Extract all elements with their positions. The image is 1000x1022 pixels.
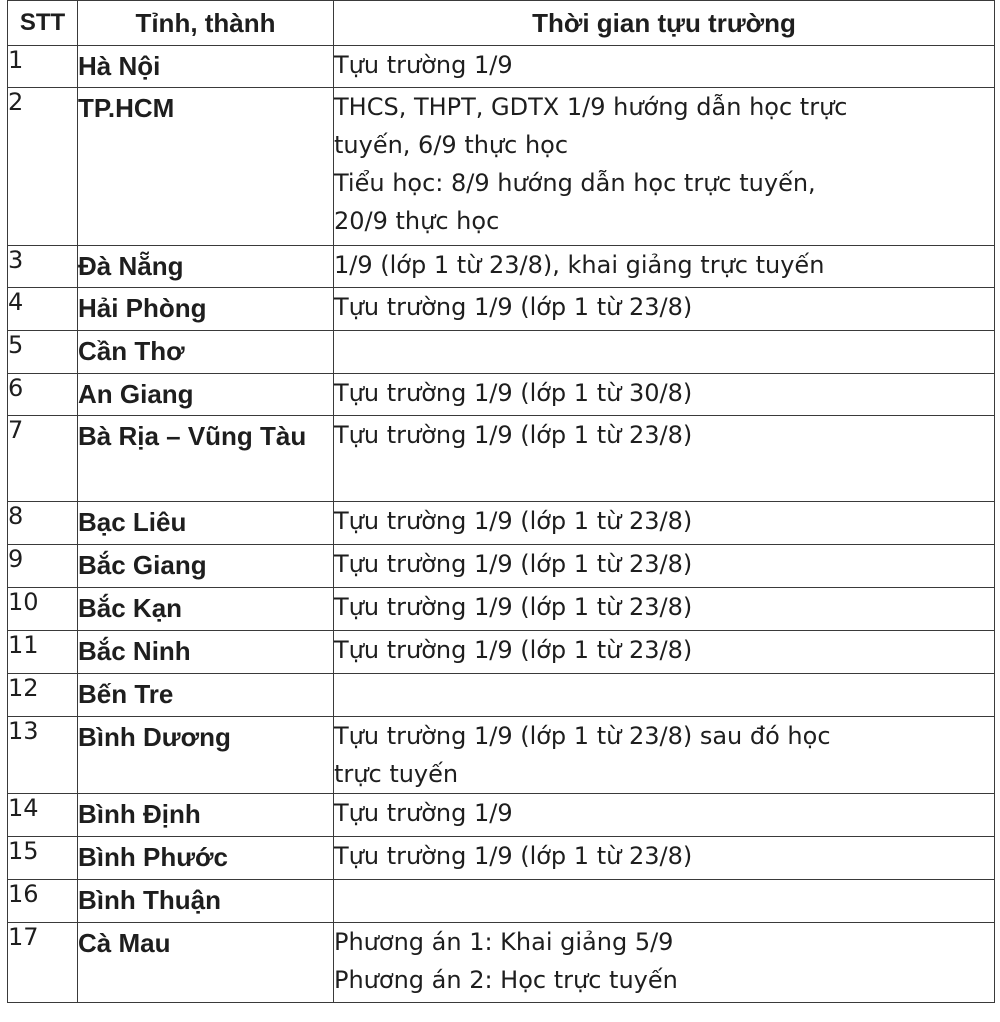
header-stt: STT [8,1,78,46]
table-row [8,631,995,674]
table-row [8,288,995,331]
row-stt: 4 [8,288,78,331]
row-time [334,416,995,502]
row-time-line: Tựu trường 1/9 (lớp 1 từ 23/8) [334,293,693,321]
row-time-line: Tựu trường 1/9 (lớp 1 từ 23/8) [334,550,693,578]
row-province: Hà Nội [78,46,334,88]
row-province: Bà Rịa – Vũng Tàu [78,416,334,502]
row-stt: 9 [8,545,78,588]
table-row [8,717,995,794]
row-time [334,374,995,416]
row-province: Bình Phước [78,837,334,880]
row-time-line: trực tuyến [334,760,459,788]
table-row [8,923,995,1003]
row-stt: 1 [8,46,78,88]
row-province: Bắc Kạn [78,588,334,631]
table-row [8,880,995,923]
row-time [334,288,995,331]
row-province: Hải Phòng [78,288,334,331]
row-time-line: Tựu trường 1/9 (lớp 1 từ 30/8) [334,379,693,407]
row-time-line: Tựu trường 1/9 (lớp 1 từ 23/8) sau đó học [334,722,831,750]
row-province: Bến Tre [78,674,334,717]
row-stt: 8 [8,502,78,545]
row-province: Cần Thơ [78,331,334,374]
row-stt: 17 [8,923,78,1003]
row-time-line: Phương án 2: Học trực tuyến [334,966,678,994]
row-stt: 7 [8,416,78,502]
row-province: TP.HCM [78,88,334,246]
row-province: Bình Thuận [78,880,334,923]
row-time-line: Tựu trường 1/9 (lớp 1 từ 23/8) [334,636,693,664]
row-stt: 15 [8,837,78,880]
row-time-line: Tựu trường 1/9 (lớp 1 từ 23/8) [334,842,693,870]
row-province: Cà Mau [78,923,334,1003]
row-time-line: tuyến, 6/9 thực học [334,131,569,159]
row-time [334,502,995,545]
row-province: Bắc Ninh [78,631,334,674]
row-time [334,88,995,246]
table-row [8,502,995,545]
row-time [334,588,995,631]
row-province: An Giang [78,374,334,416]
header-province: Tỉnh, thành [78,1,334,46]
row-time [334,794,995,837]
row-time [334,631,995,674]
school-opening-table [7,0,995,1003]
table-row [8,246,995,288]
table-body [8,46,995,1003]
row-time [334,46,995,88]
row-stt: 3 [8,246,78,288]
row-province: Bắc Giang [78,545,334,588]
row-time-line: Tựu trường 1/9 [334,799,513,827]
row-time [334,246,995,288]
header-time: Thời gian tựu trường [334,1,995,46]
row-time-line: Phương án 1: Khai giảng 5/9 [334,928,674,956]
row-province: Bình Định [78,794,334,837]
table-row [8,545,995,588]
table-row [8,416,995,502]
row-time [334,331,995,374]
row-province: Đà Nẵng [78,246,334,288]
row-time-line: 20/9 thực học [334,207,500,235]
row-stt: 2 [8,88,78,246]
row-time-line: Tựu trường 1/9 (lớp 1 từ 23/8) [334,593,693,621]
row-time [334,923,995,1003]
row-province: Bạc Liêu [78,502,334,545]
table-row [8,837,995,880]
table-row [8,331,995,374]
row-time-line: Tựu trường 1/9 (lớp 1 từ 23/8) [334,507,693,535]
row-stt: 11 [8,631,78,674]
table-row [8,794,995,837]
row-stt: 14 [8,794,78,837]
row-time-line: 1/9 (lớp 1 từ 23/8), khai giảng trực tuyến [334,251,825,279]
row-time [334,837,995,880]
row-stt: 10 [8,588,78,631]
row-time-line: THCS, THPT, GDTX 1/9 hướng dẫn học trực [334,93,848,121]
table-row [8,588,995,631]
row-time-line: Tiểu học: 8/9 hướng dẫn học trực tuyến, [334,169,816,197]
row-time-line: Tựu trường 1/9 (lớp 1 từ 23/8) [334,421,693,449]
row-stt: 16 [8,880,78,923]
table-row [8,46,995,88]
row-time [334,674,995,717]
table-row [8,88,995,246]
row-time-line: Tựu trường 1/9 [334,51,513,79]
row-time [334,880,995,923]
table-row [8,374,995,416]
row-time [334,545,995,588]
row-stt: 12 [8,674,78,717]
table-row [8,674,995,717]
row-stt: 13 [8,717,78,794]
row-province: Bình Dương [78,717,334,794]
row-time [334,717,995,794]
row-stt: 6 [8,374,78,416]
row-stt: 5 [8,331,78,374]
table-header-row [8,1,995,46]
